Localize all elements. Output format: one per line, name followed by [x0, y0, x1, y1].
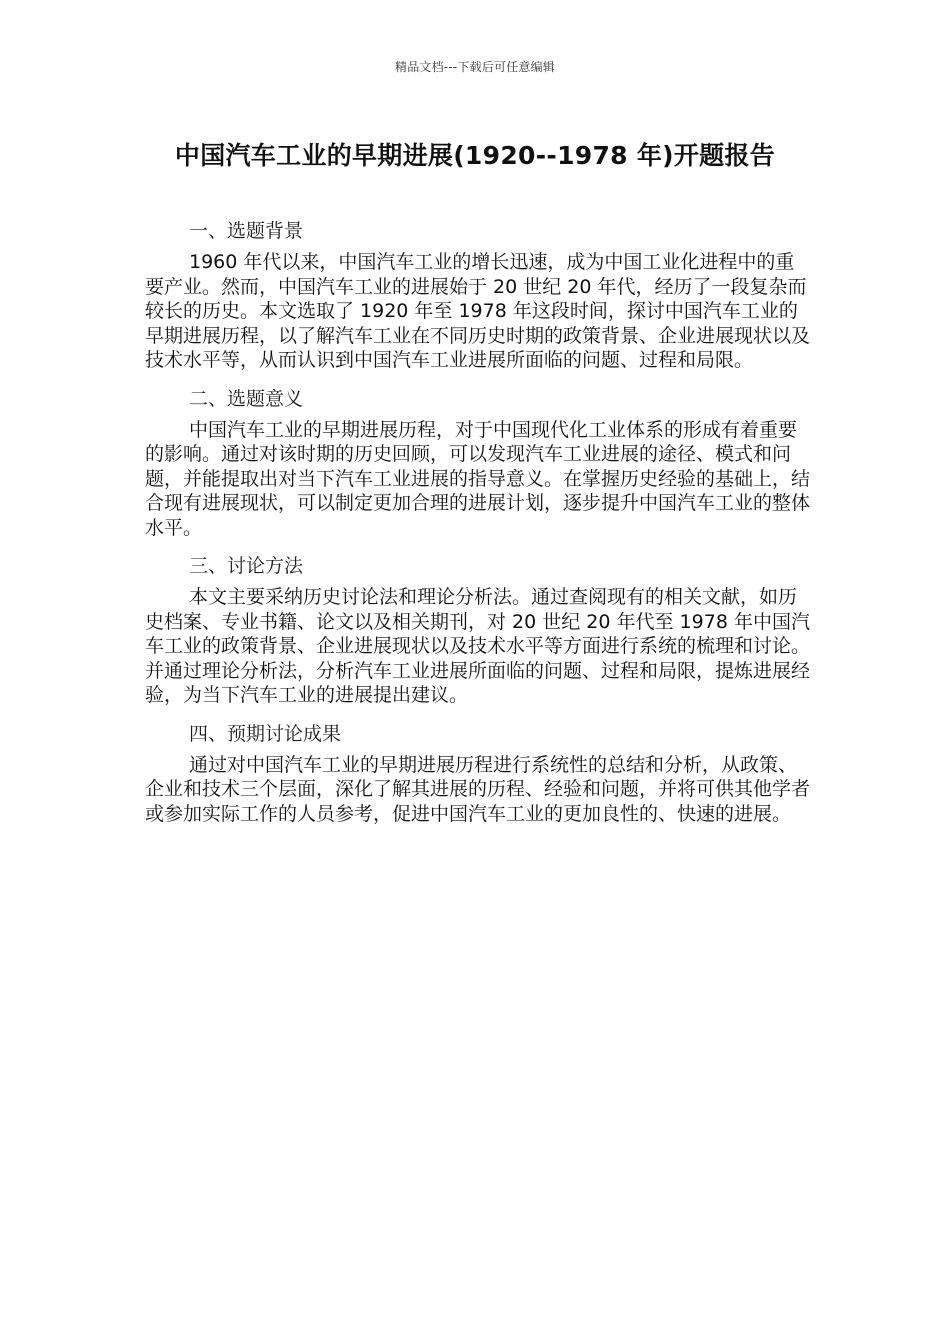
section-heading: 三、讨论方法: [189, 555, 304, 577]
section-paragraph: 中国汽车工业的早期进展历程，对于中国现代化工业体系的形成有着重要的影响。通过对该时期的历史回顾，可以发现汽车工业进展的途径、模式和问题，并能提取出对当下汽车工业进展的指导意义。在掌握历史经验的基础上，结合现有进展现状，可以制定更加合理的进展计划，逐步提升中国汽车工业的整体水平。: [145, 418, 811, 539]
section-heading: 二、选题意义: [189, 387, 304, 410]
section-background: [145, 214, 810, 373]
section-methods: [145, 549, 810, 708]
section-paragraph: 1960 年代以来，中国汽车工业的增长迅速，成为中国工业化进程中的重要产业。然而，中国汽车工业的进展始于 20 世纪 20 年代，经历了一段复杂而较长的历史。本文选取了 1920 年至 1978 年这段时间，探讨中国汽车工业的早期进展历程，以了解汽车工业在不同历史时期的政策背景、企业进展现状以及技术水平等，从而认识到中国汽车工业进展所面临的问题、过程和局限。: [145, 251, 811, 371]
section-significance: [145, 382, 810, 541]
section-heading: 四、预期讨论成果: [189, 722, 342, 745]
section-expected-results: [145, 717, 810, 827]
section-paragraph: 通过对中国汽车工业的早期进展历程进行系统性的总结和分析，从政策、企业和技术三个层面，深化了解其进展的历程、经验和问题，并将可供其他学者或参加实际工作的人员参考，促进中国汽车工业的更加良性的、快速的进展。: [145, 753, 811, 825]
section-heading: 一、选题背景: [189, 220, 304, 242]
header-note: 精品文档---下载后可任意编辑: [395, 60, 555, 74]
document-body: [145, 214, 810, 835]
document-title: 中国汽车工业的早期进展(1920--1978 年)开题报告: [174, 141, 776, 170]
section-paragraph: 本文主要采纳历史讨论法和理论分析法。通过查阅现有的相关文献，如历史档案、专业书籍、论文以及相关期刊，对 20 世纪 20 年代至 1978 年中国汽车工业的政策背景、企业进展现状以及技术水平等方面进行系统的梳理和讨论。并通过理论分析法，分析汽车工业进展所面临的问题、过程和局限，提炼进展经验，为当下汽车工业的进展提出建议。: [145, 586, 811, 706]
